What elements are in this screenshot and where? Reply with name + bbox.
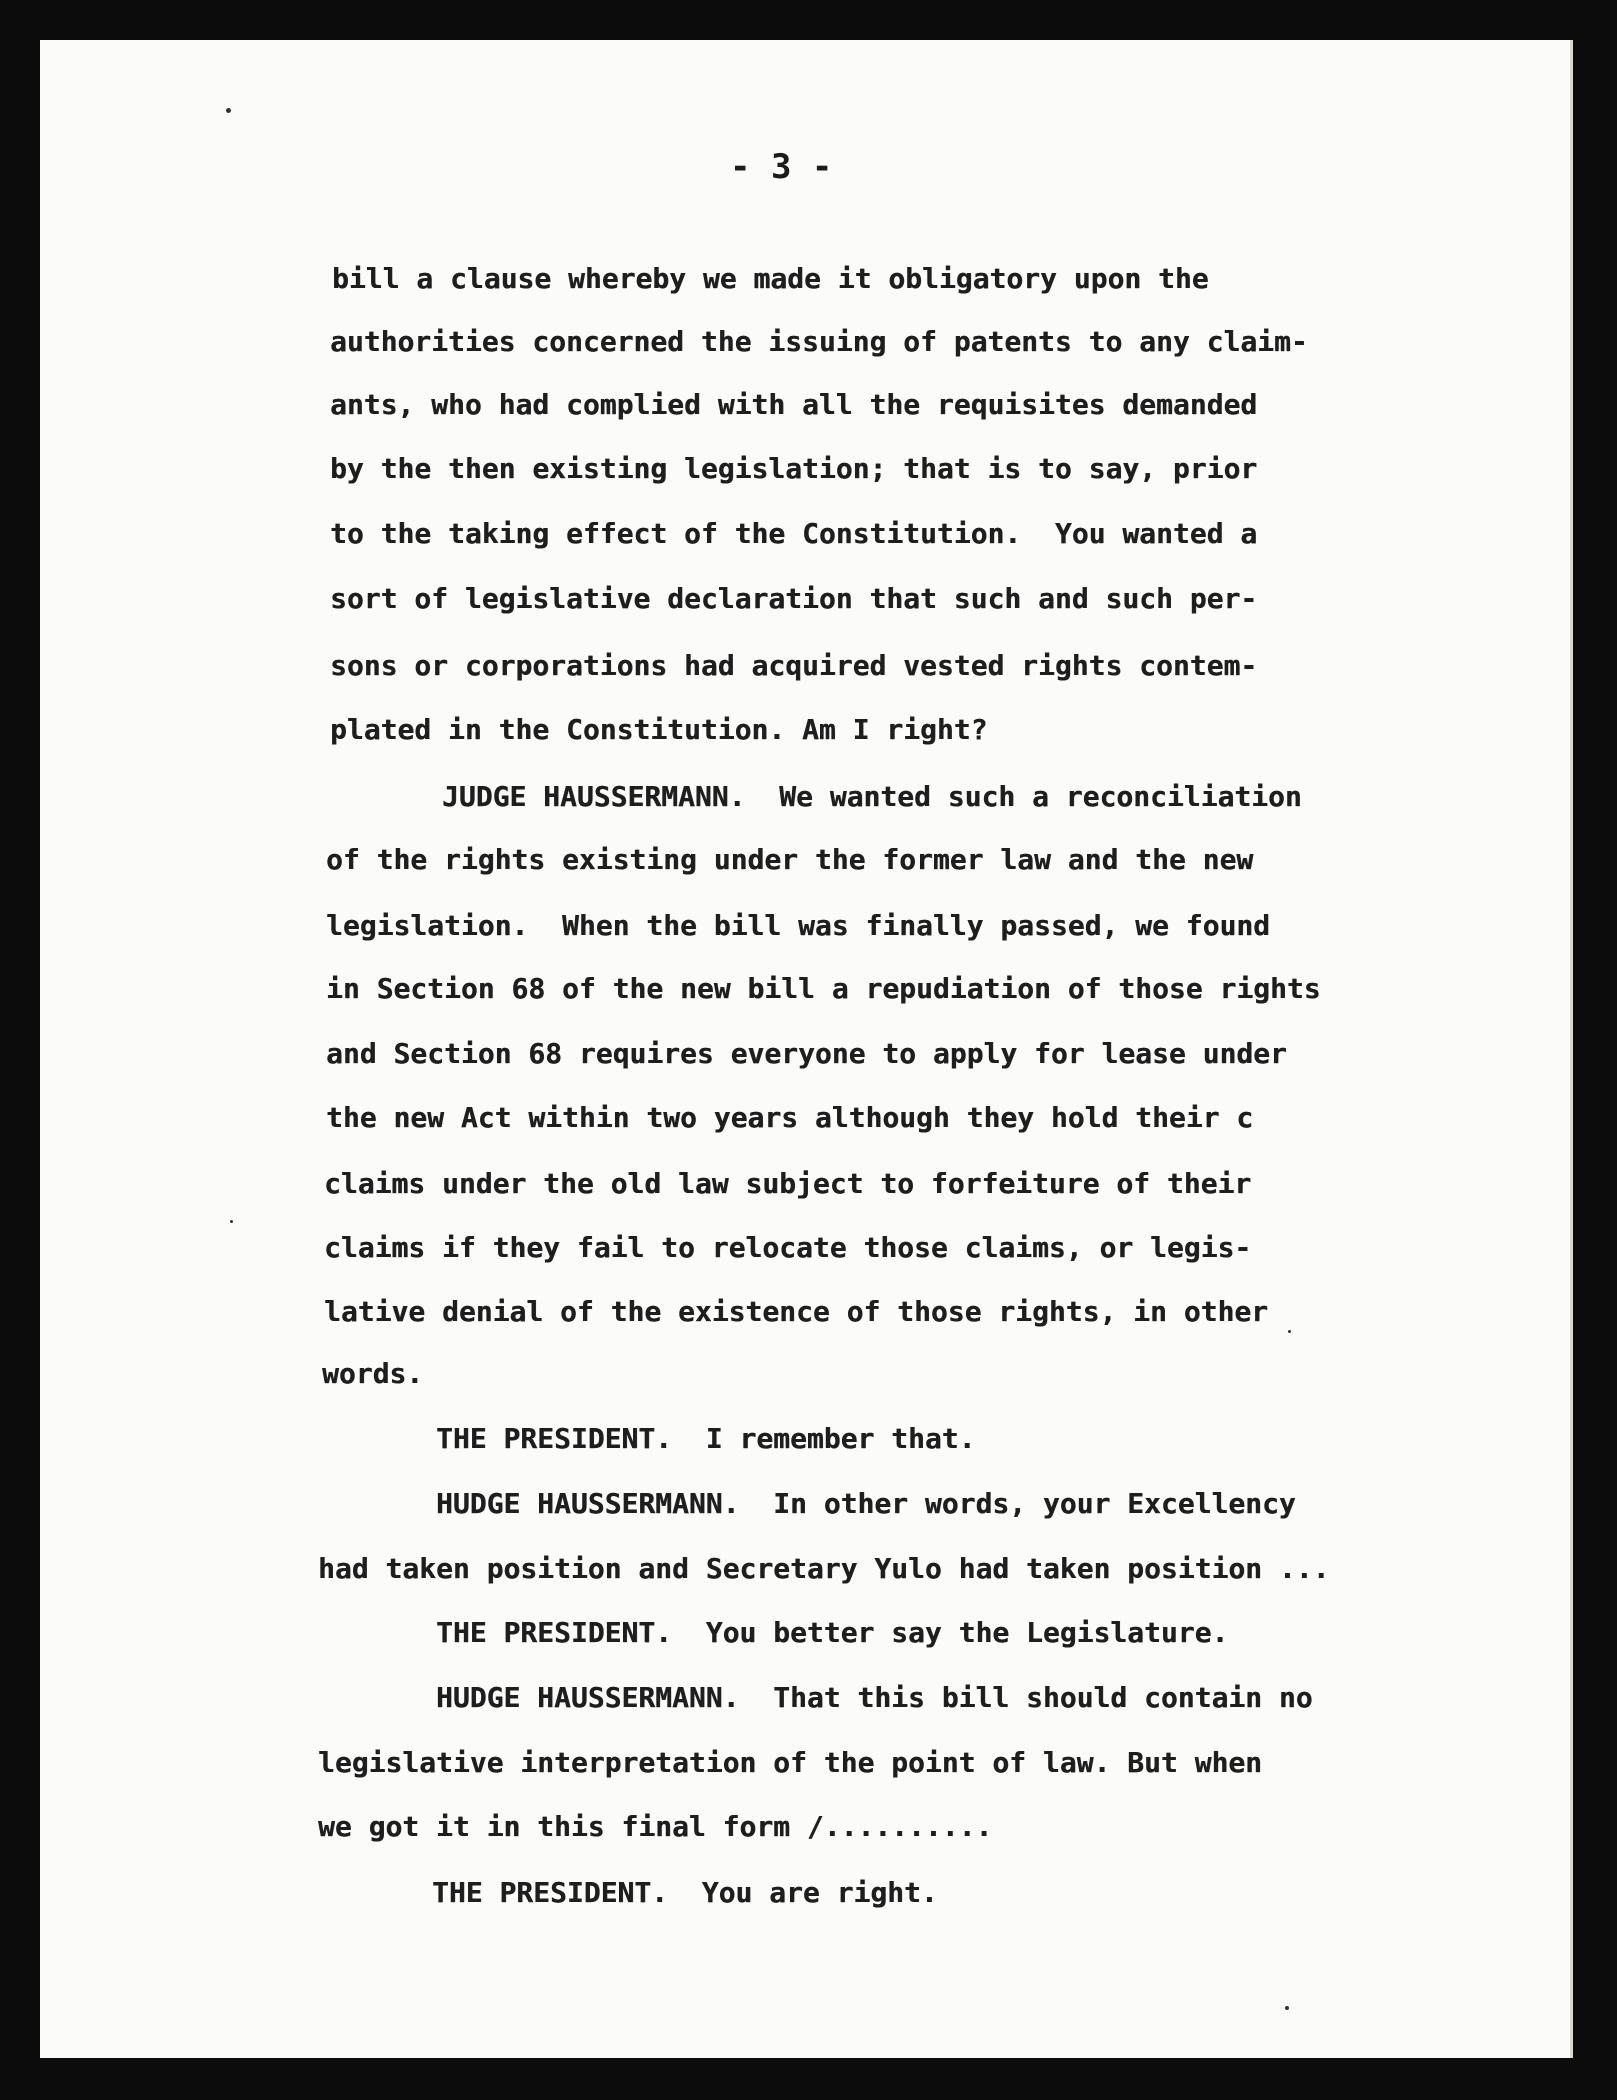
speaker-line: HUDGE HAUSSERMANN. In other words, your Excellency (436, 1487, 1296, 1520)
text-line: claims if they fail to relocate those claims, or legis- (324, 1231, 1252, 1264)
speaker-line: THE PRESIDENT. You better say the Legislature. (436, 1616, 1229, 1649)
text-line: to the taking effect of the Constitution. You wanted a (330, 517, 1258, 550)
text-line: claims under the old law subject to forfeiture of their (324, 1167, 1252, 1200)
text-line: of the rights existing under the former law and the new (326, 843, 1254, 876)
text-line: legislative interpretation of the point of law. But when (318, 1746, 1263, 1779)
scan-speck (1288, 1330, 1291, 1333)
text-line: sort of legislative declaration that such and such per- (330, 582, 1258, 615)
text-line: had taken position and Secretary Yulo had taken position ... (318, 1552, 1330, 1585)
scan-speck (1285, 2006, 1289, 2010)
scan-speck (230, 1220, 233, 1223)
text-line: words. (322, 1357, 424, 1390)
text-line: we got it in this final form /.......... (318, 1810, 993, 1843)
text-line: bill a clause whereby we made it obligatory upon the (332, 262, 1209, 295)
text-line: sons or corporations had acquired vested rights contem- (330, 649, 1258, 682)
text-line: and Section 68 requires everyone to apply for lease under (326, 1037, 1287, 1070)
text-line: by the then existing legislation; that is to say, prior (330, 452, 1258, 485)
text-line: ants, who had complied with all the requisites demanded (330, 388, 1258, 421)
text-line: the new Act within two years although they hold their c (326, 1101, 1254, 1134)
text-line: lative denial of the existence of those rights, in other (324, 1295, 1269, 1328)
speaker-line: HUDGE HAUSSERMANN. That this bill should contain no (436, 1681, 1313, 1714)
text-line: in Section 68 of the new bill a repudiation of those rights (326, 972, 1321, 1005)
page-number: - 3 - (730, 147, 833, 187)
speaker-line: THE PRESIDENT. You are right. (432, 1876, 938, 1909)
text-line: legislation. When the bill was finally passed, we found (326, 909, 1271, 942)
text-line: plated in the Constitution. Am I right? (330, 713, 988, 746)
speaker-line: THE PRESIDENT. I remember that. (436, 1422, 976, 1455)
speaker-line: JUDGE HAUSSERMANN. We wanted such a reconciliation (442, 780, 1302, 813)
text-line: authorities concerned the issuing of patents to any claim- (330, 325, 1308, 358)
scan-speck (226, 108, 231, 113)
